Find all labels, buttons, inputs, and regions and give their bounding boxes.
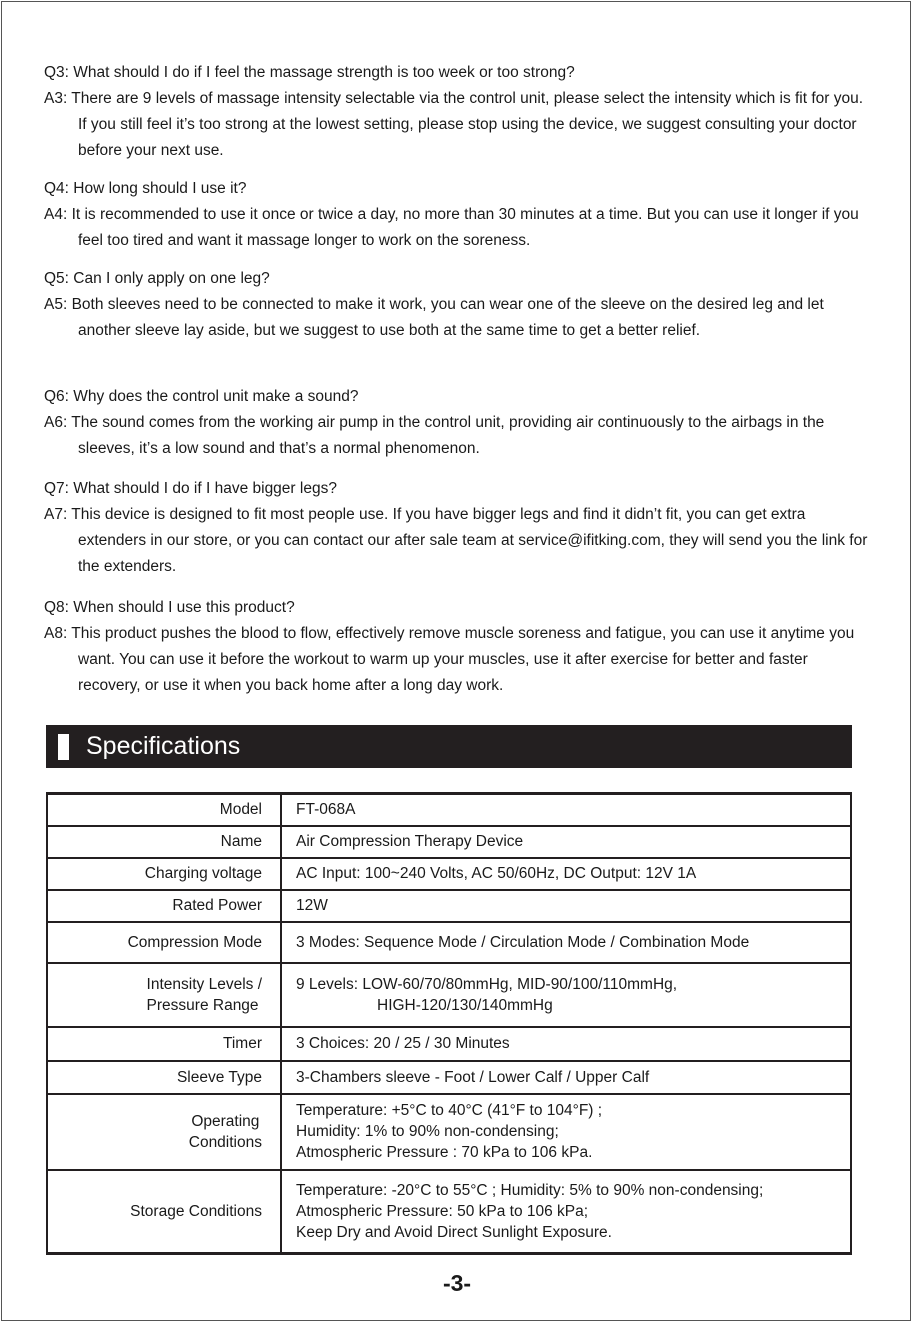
page-number: -3- bbox=[442, 1270, 472, 1296]
faq-answer: A4: It is recommended to use it once or twice a day, no more than 30 minutes at a time. But you can use it longer if you feel too tired and want it massage longer to work on the soreness. bbox=[44, 206, 859, 249]
spec-label-line: Pressure Range bbox=[146, 996, 259, 1014]
spec-row-timer bbox=[47, 1027, 851, 1061]
spec-label: Model bbox=[47, 794, 281, 826]
faq-question: Q4: How long should I use it? bbox=[44, 180, 247, 197]
spec-row-name bbox=[47, 826, 851, 858]
faq-question: Q7: What should I do if I have bigger legs? bbox=[44, 480, 337, 497]
spec-label: Sleeve Type bbox=[47, 1061, 281, 1094]
banner-bar-marker bbox=[58, 734, 69, 760]
spec-row-charging-voltage bbox=[47, 858, 851, 890]
spec-value: FT-068A bbox=[281, 794, 851, 826]
faq-item-q4 bbox=[44, 176, 874, 254]
faq-answer: A7: This device is designed to fit most people use. If you have bigger legs and find it didn’t fit, you can get extra extenders in our store, or you can contact our after sale team at service@ifitking.com, they will send you the link for the extenders. bbox=[44, 506, 868, 575]
spec-value: Air Compression Therapy Device bbox=[281, 826, 851, 858]
spec-row-model bbox=[47, 794, 851, 826]
spec-label bbox=[47, 1094, 281, 1170]
spec-row-rated-power bbox=[47, 890, 851, 922]
spec-row-storage-conditions bbox=[47, 1170, 851, 1254]
spec-value: AC Input: 100~240 Volts, AC 50/60Hz, DC Output: 12V 1A bbox=[281, 858, 851, 890]
faq-item-q8 bbox=[44, 595, 874, 699]
spec-value-line: Temperature: -20°C to 55°C ; Humidity: 5% to 90% non-condensing; bbox=[296, 1181, 764, 1199]
spec-value-line: 9 Levels: LOW-60/70/80mmHg, MID-90/100/110mmHg, bbox=[296, 975, 678, 993]
spec-label: Storage Conditions bbox=[47, 1170, 281, 1254]
spec-row-intensity-levels bbox=[47, 963, 851, 1027]
faq-question: Q8: When should I use this product? bbox=[44, 599, 295, 616]
spec-value-line: Atmospheric Pressure: 50 kPa to 106 kPa; bbox=[296, 1202, 589, 1220]
faq-item-q5 bbox=[44, 266, 874, 344]
spec-value bbox=[281, 1094, 851, 1170]
spec-label bbox=[47, 963, 281, 1027]
faq-item-q3 bbox=[44, 60, 874, 164]
spec-label-line: Intensity Levels / bbox=[146, 975, 262, 993]
spec-value-line: Temperature: +5°C to 40°C (41°F to 104°F) ; bbox=[296, 1102, 603, 1119]
spec-label: Name bbox=[47, 826, 281, 858]
spec-value-line: HIGH-120/130/140mmHg bbox=[377, 996, 553, 1014]
faq-item-q7 bbox=[44, 476, 874, 580]
spec-value: 3 Modes: Sequence Mode / Circulation Mode / Combination Mode bbox=[281, 922, 851, 963]
spec-value bbox=[281, 1170, 851, 1254]
faq-answer: A5: Both sleeves need to be connected to make it work, you can wear one of the sleeve on the desired leg and let another sleeve lay aside, but we suggest to use both at the same time to get a better relief. bbox=[44, 296, 824, 339]
spec-value-line: Keep Dry and Avoid Direct Sunlight Exposure. bbox=[296, 1223, 612, 1241]
faq-answer: A8: This product pushes the blood to flow, effectively remove muscle soreness and fatigue, you can use it anytime you want. You can use it before the workout to warm up your muscles, use it after exercise for better and faster recovery, or use it when you back home after a long day work. bbox=[44, 625, 855, 694]
spec-row-compression-mode bbox=[47, 922, 851, 963]
faq-answer: A3: There are 9 levels of massage intensity selectable via the control unit, please select the intensity which is fit for you. If you still feel it’s too strong at the lowest setting, please stop using the device, we suggest consulting your doctor before your next use. bbox=[44, 90, 864, 159]
spec-row-sleeve-type bbox=[47, 1061, 851, 1094]
faq-item-q6 bbox=[44, 384, 874, 462]
specifications-title: Specifications bbox=[86, 732, 241, 760]
spec-value-line: Atmospheric Pressure : 70 kPa to 106 kPa. bbox=[296, 1144, 593, 1161]
faq-question: Q6: Why does the control unit make a sound? bbox=[44, 388, 359, 405]
spec-label: Rated Power bbox=[47, 890, 281, 922]
spec-label: Timer bbox=[47, 1027, 281, 1061]
spec-label-line: Operating bbox=[191, 1112, 260, 1130]
spec-value: 12W bbox=[281, 890, 851, 922]
specifications-banner bbox=[46, 725, 852, 768]
faq-answer: A6: The sound comes from the working air pump in the control unit, providing air continuously to the airbags in the sleeves, it’s a low sound and that’s a normal phenomenon. bbox=[44, 414, 825, 457]
spec-value bbox=[281, 963, 851, 1027]
specifications-table bbox=[46, 792, 852, 1255]
spec-row-operating-conditions bbox=[47, 1094, 851, 1170]
spec-value: 3-Chambers sleeve - Foot / Lower Calf / Upper Calf bbox=[281, 1061, 851, 1094]
faq-question: Q3: What should I do if I feel the massage strength is too week or too strong? bbox=[44, 64, 575, 81]
spec-label: Compression Mode bbox=[47, 922, 281, 963]
spec-label: Charging voltage bbox=[47, 858, 281, 890]
spec-label-line: Conditions bbox=[188, 1133, 262, 1151]
faq-question: Q5: Can I only apply on one leg? bbox=[44, 270, 270, 287]
spec-value-line: Humidity: 1% to 90% non-condensing; bbox=[296, 1123, 559, 1140]
spec-value: 3 Choices: 20 / 25 / 30 Minutes bbox=[281, 1027, 851, 1061]
